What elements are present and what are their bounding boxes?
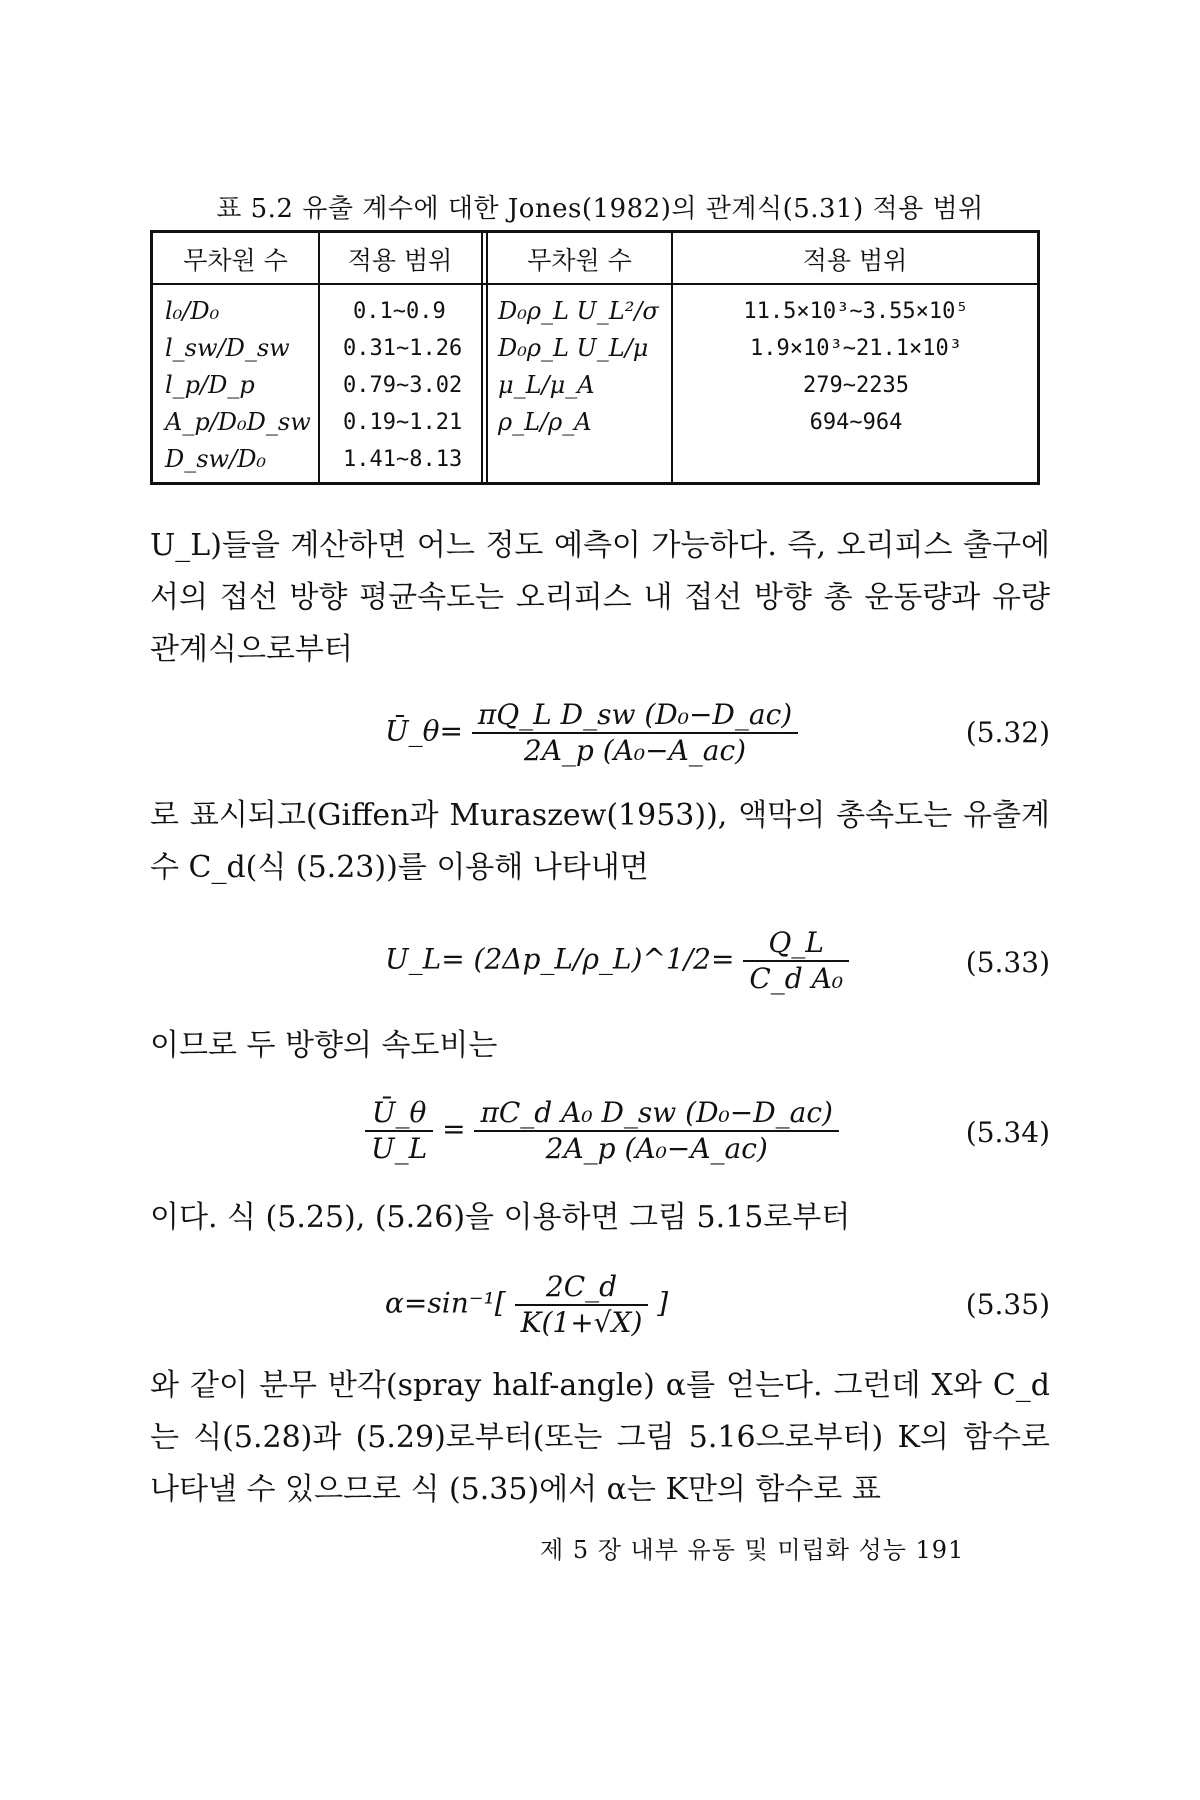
param-cell: μ_L/μ_A [498, 371, 595, 399]
range-cell: 694~964 [809, 410, 903, 435]
denominator: 2A_p (A₀−A_ac) [523, 734, 747, 767]
right-ranges-column [681, 293, 1031, 441]
numerator: πC_d A₀ D_sw (D₀−D_ac) [474, 1096, 839, 1132]
param-cell: A_p/D₀D_sw [165, 408, 311, 436]
numerator: Q_L [743, 926, 849, 962]
param-cell: l_sw/D_sw [165, 334, 290, 362]
param-cell: ρ_L/ρ_A [498, 408, 592, 436]
range-cell: 0.79~3.02 [343, 373, 463, 398]
equation-lhs: U_L= (2Δp_L/ρ_L)^1/2= [385, 942, 735, 976]
param-cell: D₀ρ_L U_L²/σ [498, 297, 659, 325]
range-cell: 11.5×10³~3.55×10⁵ [743, 299, 969, 324]
equation-expression [365, 1096, 839, 1166]
range-cell: 0.1~0.9 [353, 299, 446, 324]
paragraph-4: 이다. 식 (5.25), (5.26)을 이용하면 그림 5.15로부터 [150, 1200, 851, 1235]
paragraph-2: 로 표시되고(Giffen과 Muraszew(1953)), 액막의 총속도는 유출계수 C_d(식 (5.23))를 이용해 나타내면 [150, 798, 1050, 885]
header-dimensionless-2: 무차원 수 [527, 246, 632, 275]
table-double-divider [481, 233, 488, 482]
numerator: 2C_d [515, 1270, 649, 1306]
denominator: K(1+√X) [520, 1306, 643, 1339]
equation-5-33 [150, 920, 1050, 1010]
equation-lhs: Ū_θ= [385, 714, 463, 748]
header-range-1: 적용 범위 [347, 246, 453, 275]
paragraph-3: 이므로 두 방향의 속도비는 [150, 1028, 498, 1063]
page-footer: 제 5 장 내부 유동 및 미립화 성능 191 [540, 1536, 965, 1564]
range-cell: 0.19~1.21 [343, 410, 463, 435]
header-dimensionless-1: 무차원 수 [183, 246, 288, 275]
equation-expression [385, 1270, 668, 1340]
fraction [743, 926, 849, 996]
equation-number: (5.33) [965, 946, 1050, 979]
fraction-left [365, 1096, 433, 1166]
equation-5-34 [150, 1090, 1050, 1180]
param-cell: l₀/D₀ [165, 297, 220, 325]
equation-number: (5.35) [965, 1288, 1050, 1321]
param-cell: l_p/D_p [165, 371, 255, 399]
denominator: U_L [371, 1132, 428, 1165]
paragraph-1: U_L)들을 계산하면 어느 정도 예측이 가능하다. 즉, 오리피스 출구에서의 접선 방향 평균속도는 오리피스 내 접선 방향 총 운동량과 유량 관계식으로부터 [150, 528, 1050, 667]
param-cell: D_sw/D₀ [165, 445, 267, 473]
equation-5-35 [150, 1262, 1050, 1352]
paragraph-5: 와 같이 분무 반각(spray half-angle) α를 얻는다. 그런데 X와 C_d는 식(5.28)과 (5.29)로부터(또는 그림 5.16으로부터) K의 함수로 나타낼 수 있으므로 식 (5.35)에서 α는 K만의 함수로 표 [150, 1368, 1050, 1507]
denominator: C_d A₀ [749, 962, 844, 995]
range-cell: 1.41~8.13 [343, 447, 463, 472]
coefficient-range-table [150, 230, 1040, 485]
equals-sign: = [442, 1112, 466, 1146]
equation-expression [385, 698, 798, 768]
header-range-2: 적용 범위 [802, 246, 908, 275]
equation-lhs: α=sin⁻¹[ [385, 1286, 506, 1320]
equation-expression [385, 926, 849, 996]
table-caption: 표 5.2 유출 계수에 대한 Jones(1982)의 관계식(5.31) 적용 범위 [216, 194, 984, 224]
param-cell: D₀ρ_L U_L/μ [498, 334, 649, 362]
range-cell: 0.31~1.26 [343, 336, 463, 361]
numerator: Ū_θ [365, 1096, 433, 1132]
left-params-column [165, 293, 311, 478]
denominator: 2A_p (A₀−A_ac) [545, 1132, 768, 1165]
equation-number: (5.32) [965, 716, 1050, 749]
numerator: πQ_L D_sw (D₀−D_ac) [472, 698, 798, 734]
fraction [472, 698, 798, 768]
fraction-right [474, 1096, 839, 1166]
left-ranges-column [343, 293, 462, 478]
right-params-column [498, 293, 659, 441]
equation-number: (5.34) [965, 1116, 1050, 1149]
range-cell: 279~2235 [803, 373, 909, 398]
fraction [515, 1270, 649, 1340]
bracket-close: ] [657, 1286, 669, 1320]
range-cell: 1.9×10³~21.1×10³ [750, 336, 962, 361]
equation-5-32 [150, 690, 1050, 780]
